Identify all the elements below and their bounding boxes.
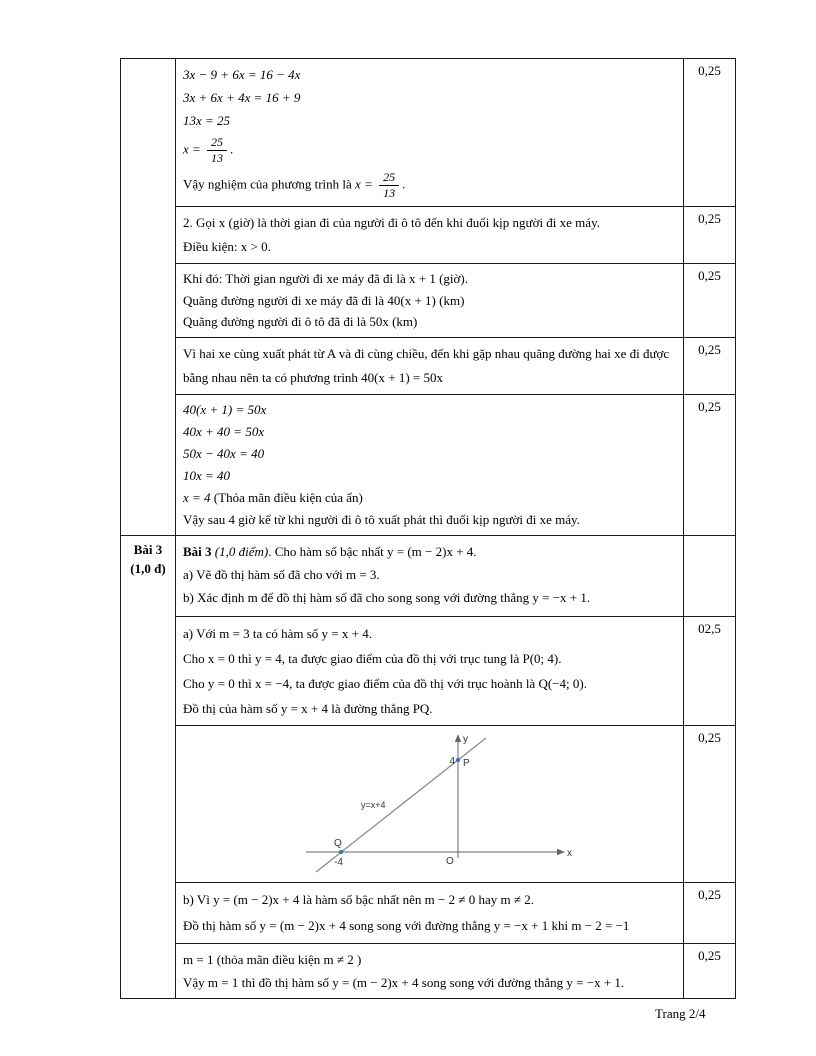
conclusion-math: x = [355,176,377,192]
function-graph [183,730,677,874]
problem-text: . Cho hàm số bậc nhất y = (m − 2)x + 4. [268,543,477,559]
conclusion-line [183,169,676,202]
equation-note: (Thỏa mãn điều kiện của ẩn) [213,489,363,505]
y-axis-label: y [463,733,468,745]
equation-suffix: . [230,141,234,157]
solution-steps-cell [176,882,684,943]
problem-label: Bài 3 [133,541,163,557]
text-line: Cho x = 0 thì y = 4, ta được giao điểm của đồ thị với trục tung là P(0; 4). [183,650,562,666]
points-cell: 0,25 [684,337,736,394]
equation-line [183,487,676,509]
points-cell: 0,25 [684,264,736,338]
text-line: Vì hai xe cùng xuất phát từ A và đi cùng chiều, đến khi gặp nhau quãng đường hai xe đi được bằng nhau nên ta có phương trình 40(x + 1) = 50x [183,345,670,385]
solution-steps-cell [176,943,684,998]
conclusion-line: Vậy sau 4 giờ kể từ khi người đi ô tô xuất phát thì đuổi kịp người đi xe máy. [183,511,580,527]
points-cell: 0,25 [684,882,736,943]
points-cell: 0,25 [684,725,736,882]
table-row [121,943,736,998]
problem-statement-cell [176,535,684,616]
problem-statement-line [183,540,676,563]
table-row [121,207,736,264]
points-cell [684,535,736,616]
fraction [379,170,399,201]
text-line: Đồ thị hàm số y = (m − 2)x + 4 song song với đường thẳng y = −x + 1 khi m − 2 = −1 [183,917,630,933]
table-row [121,882,736,943]
points-cell: 0,25 [684,394,736,535]
point-p [456,757,460,761]
solution-steps-cell [176,337,684,394]
conclusion-text: Vậy nghiệm của phương trình là [183,176,356,192]
equation-line: 3x − 9 + 6x = 16 − 4x [183,67,301,82]
empty-label-cell [121,59,176,536]
table-row [121,59,736,207]
conclusion-line: Vậy m = 1 thì đồ thị hàm số y = (m − 2)x + 4 song song với đường thẳng y = −x + 1. [183,974,625,990]
equation-math: x = 4 [183,489,214,505]
fraction-numerator: 25 [207,135,227,151]
table-row [121,616,736,725]
equation-line: 13x = 25 [183,113,231,128]
table-row [121,337,736,394]
text-line: Khi đó: Thời gian người đi xe máy đã đi là x + 1 (giờ). [183,271,468,286]
line-equation-label: y=x+4 [361,799,386,810]
y-tick-4: 4 [449,755,455,767]
x-axis-label: x [567,847,572,859]
equation-line: 50x − 40x = 40 [183,445,265,461]
points-cell: 0,25 [684,943,736,998]
equation-prefix: x = [183,141,205,157]
problem-points-label: (1,0 đ) [130,560,166,576]
conclusion-suffix: . [402,176,406,192]
problem-number: Bài 3 [183,543,212,559]
page-number: Trang 2/4 [655,1006,706,1021]
text-line: 2. Gọi x (giờ) là thời gian đi của người đi ô tô đến khi đuổi kịp người đi xe máy. [183,215,600,230]
table-row [121,264,736,338]
problem-part-b: b) Xác định m để đồ thị hàm số đã cho song song với đường thẳng y = −x + 1. [183,589,591,605]
bai3-label-cell [121,535,176,998]
solution-steps-cell [176,59,684,207]
text-line: m = 1 (thỏa mãn điều kiện m ≠ 2 ) [183,951,362,967]
equation-line: 10x = 40 [183,467,231,483]
graph-cell [176,725,684,882]
problem-points-note: (1,0 điểm) [211,543,269,559]
x-axis-arrow [557,848,565,854]
origin-label: O [446,855,454,867]
solution-steps-cell [176,616,684,725]
fraction-denominator: 13 [383,186,396,200]
text-line: Cho y = 0 thì x = −4, ta được giao điểm của đồ thị với trục hoành là Q(−4; 0). [183,675,587,691]
equation-line-fraction [183,134,676,167]
table-row [121,725,736,882]
problem-part-a: a) Vẽ đồ thị hàm số đã cho với m = 3. [183,566,380,582]
equation-line: 40(x + 1) = 50x [183,401,267,417]
solution-steps-cell [176,207,684,264]
x-tick-minus-4: -4 [334,856,343,868]
solution-steps-cell [176,394,684,535]
point-q [339,849,343,853]
equation-line: 3x + 6x + 4x = 16 + 9 [183,90,301,105]
text-line: b) Vì y = (m − 2)x + 4 là hàm số bậc nhất nên m − 2 ≠ 0 hay m ≠ 2. [183,891,534,907]
points-cell: 0,25 [684,207,736,264]
fraction-numerator: 25 [379,170,399,186]
fraction-denominator: 13 [211,151,224,165]
text-line: Quãng đường người đi xe máy đã đi là 40(x + 1) (km) [183,292,465,308]
text-line: a) Với m = 3 ta có hàm số y = x + 4. [183,625,372,641]
text-line: Đồ thị của hàm số y = x + 4 là đường thẳng PQ. [183,700,433,716]
table-row [121,394,736,535]
y-axis-arrow [455,734,461,742]
table-row [121,535,736,616]
point-p-label: P [463,757,470,769]
solution-steps-cell [176,264,684,338]
point-q-label: Q [334,837,342,849]
equation-line: 40x + 40 = 50x [183,423,265,439]
text-line: Điều kiện: x > 0. [183,239,271,254]
answer-key-table [120,58,736,999]
text-line: Quãng đường người đi ô tô đã đi là 50x (km) [183,314,418,329]
points-cell: 02,5 [684,616,736,725]
points-cell: 0,25 [684,59,736,207]
fraction [207,135,227,166]
